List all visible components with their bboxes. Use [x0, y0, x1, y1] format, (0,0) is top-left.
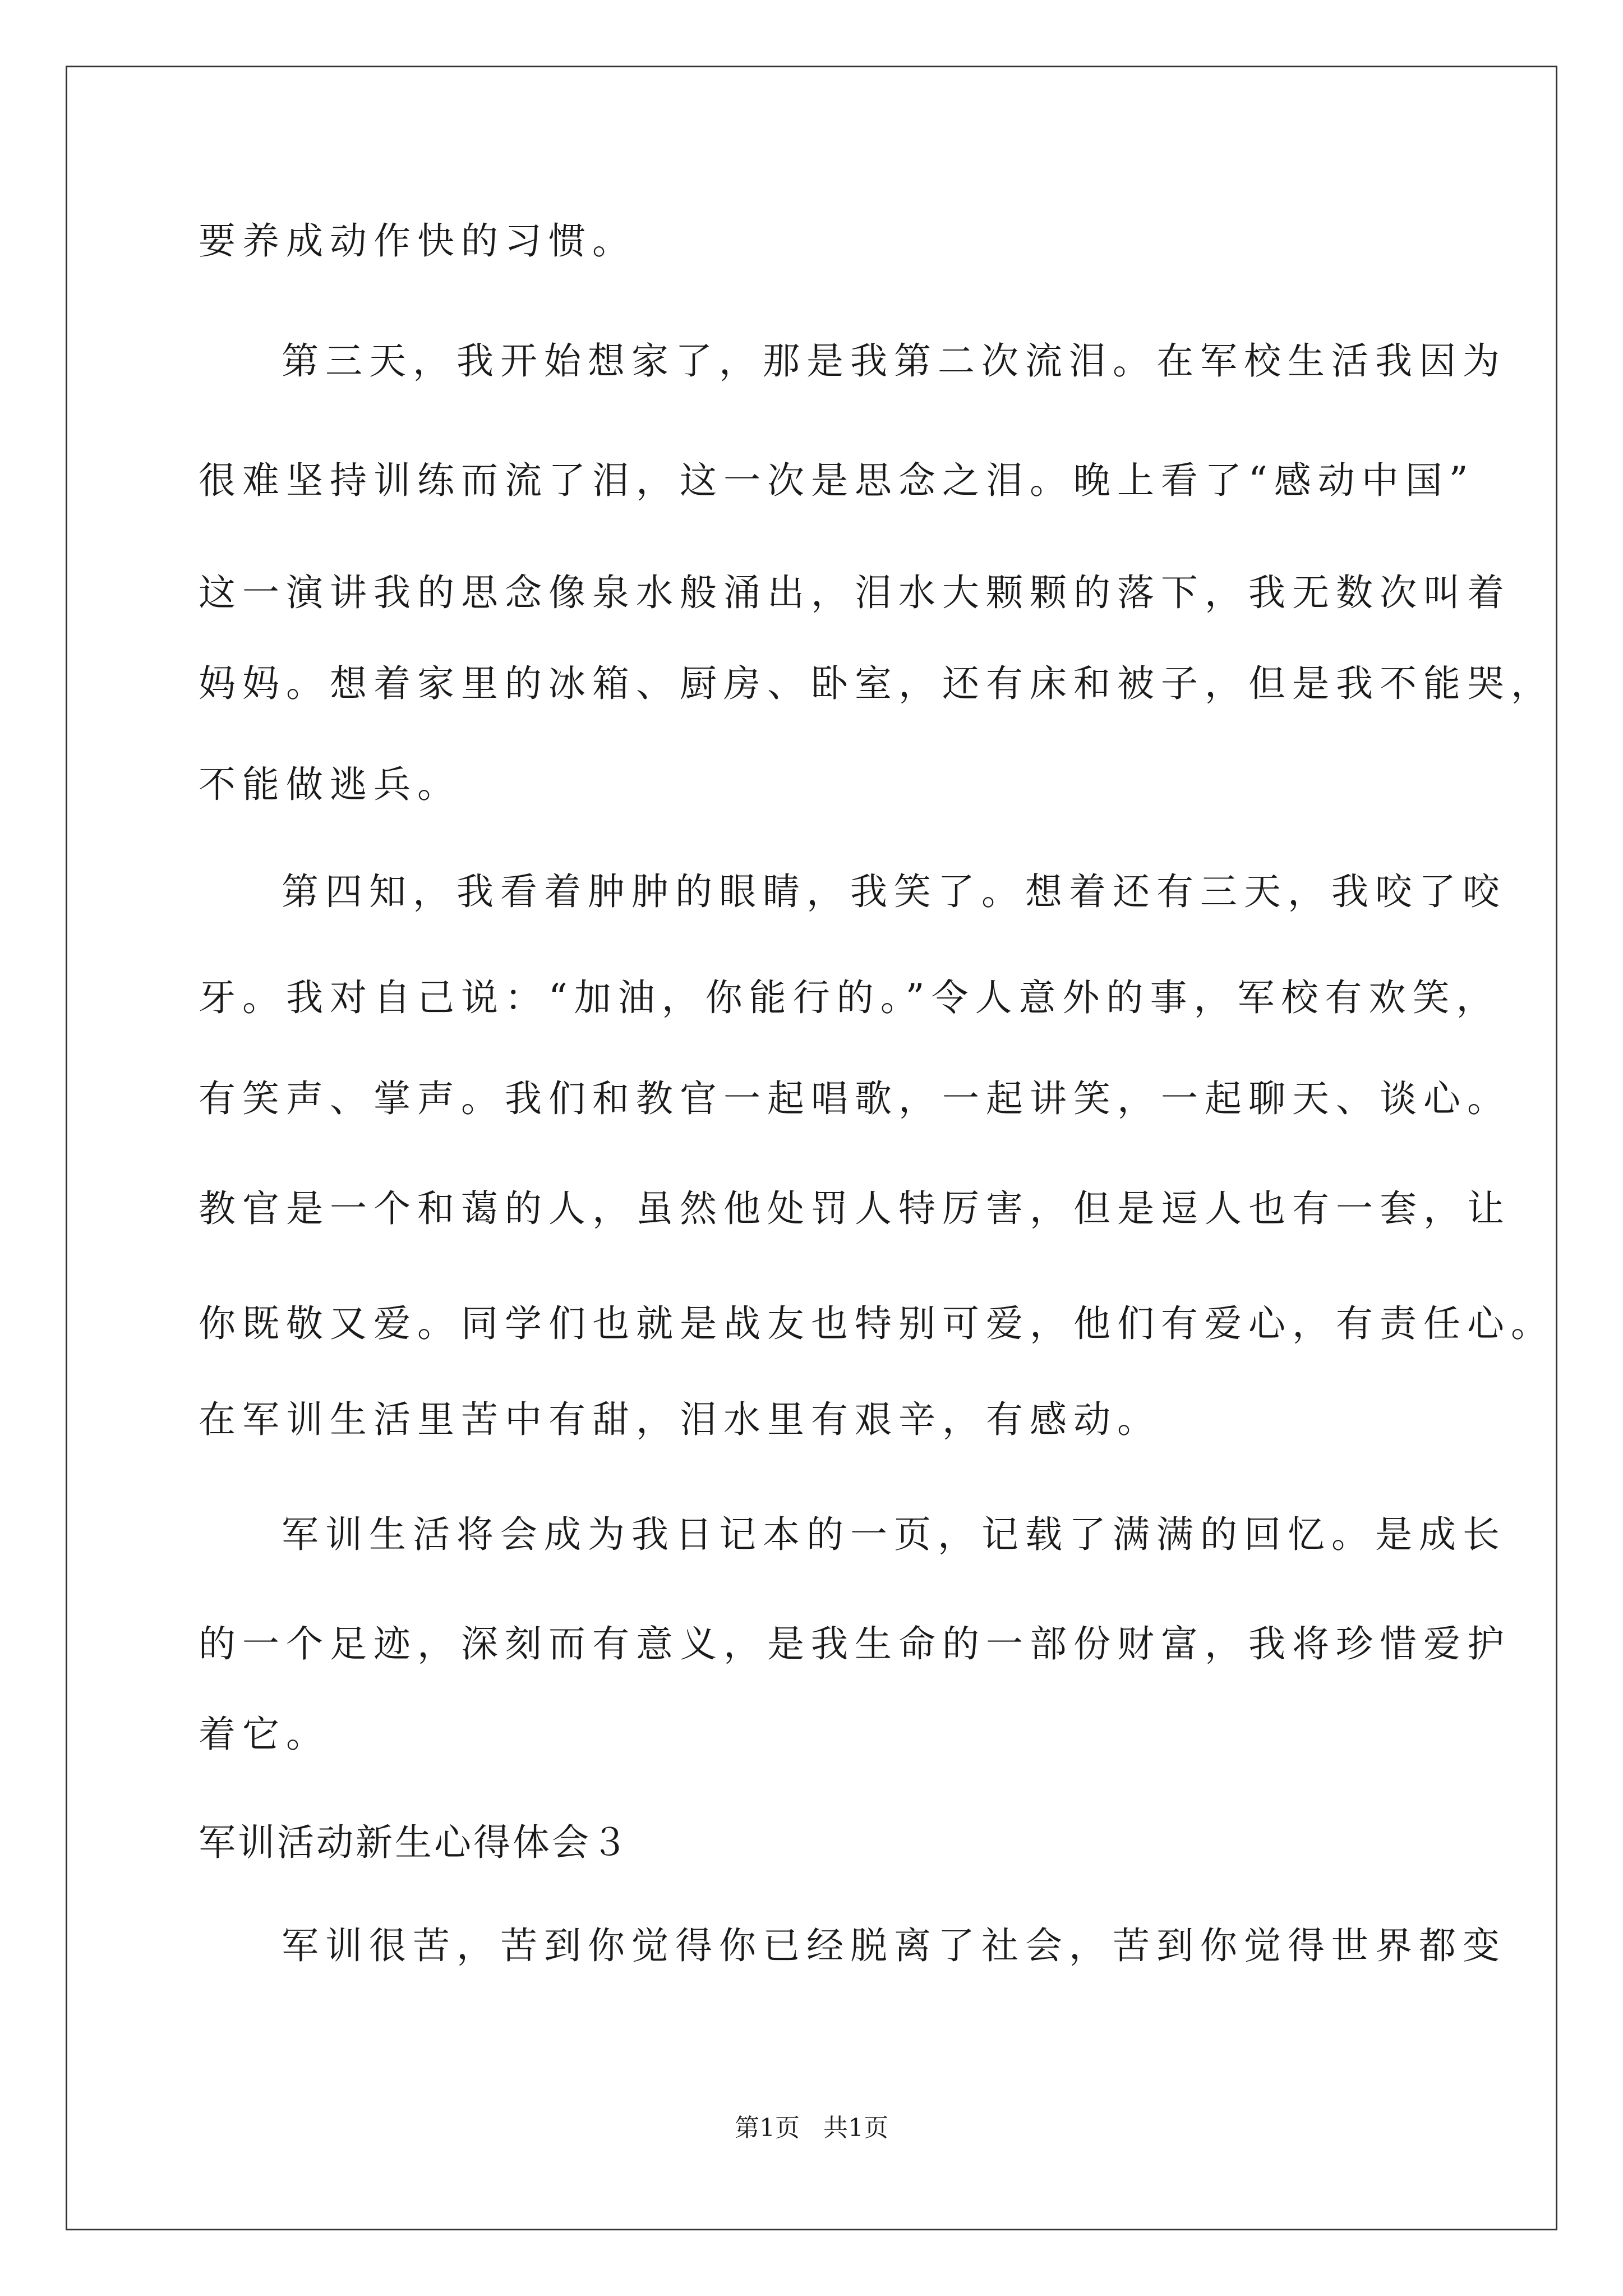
text-line: 军训生活将会成为我日记本的一页，记载了满满的回忆。是成长: [282, 1513, 1506, 1556]
text-line: 要养成动作快的习惯。: [199, 219, 636, 263]
text-line: 在军训生活里苦中有甜，泪水里有艰辛，有感动。: [199, 1398, 1161, 1441]
text-line: 你既敬又爱。同学们也就是战友也特别可爱，他们有爱心，有责任心。: [199, 1302, 1555, 1345]
page-number-current: 第1页: [735, 2114, 800, 2142]
text-line: 着它。: [199, 1713, 330, 1756]
page-number-total: 共1页: [823, 2114, 888, 2142]
text-line: 妈妈。想着家里的冰箱、厨房、卧室，还有床和被子，但是我不能哭，: [199, 662, 1555, 705]
text-line: 有笑声、掌声。我们和教官一起唱歌，一起讲笑，一起聊天、谈心。: [199, 1077, 1511, 1120]
text-line: 第四知，我看着肿肿的眼睛，我笑了。想着还有三天，我咬了咬: [282, 870, 1506, 913]
text-line: 的一个足迹，深刻而有意义，是我生命的一部份财富，我将珍惜爱护: [199, 1622, 1511, 1665]
text-line: 很难坚持训练而流了泪，这一次是思念之泪。晚上看了“感动中国”: [199, 459, 1475, 502]
page-footer: [0, 2116, 1623, 2141]
page-border: [66, 66, 1557, 2230]
text-line: 牙。我对自己说：“加油，你能行的。”令人意外的事，军校有欢笑，: [199, 976, 1500, 1019]
text-line: 第三天，我开始想家了，那是我第二次流泪。在军校生活我因为: [282, 339, 1506, 383]
text-line: 军训很苦，苦到你觉得你已经脱离了社会，苦到你觉得世界都变: [282, 1924, 1506, 1967]
section-heading: 军训活动新生心得体会３: [199, 1821, 630, 1864]
text-line: 不能做逃兵。: [199, 763, 461, 806]
text-line: 教官是一个和蔼的人，虽然他处罚人特厉害，但是逗人也有一套，让: [199, 1187, 1511, 1230]
text-line: 这一演讲我的思念像泉水般涌出，泪水大颗颗的落下，我无数次叫着: [199, 571, 1511, 614]
